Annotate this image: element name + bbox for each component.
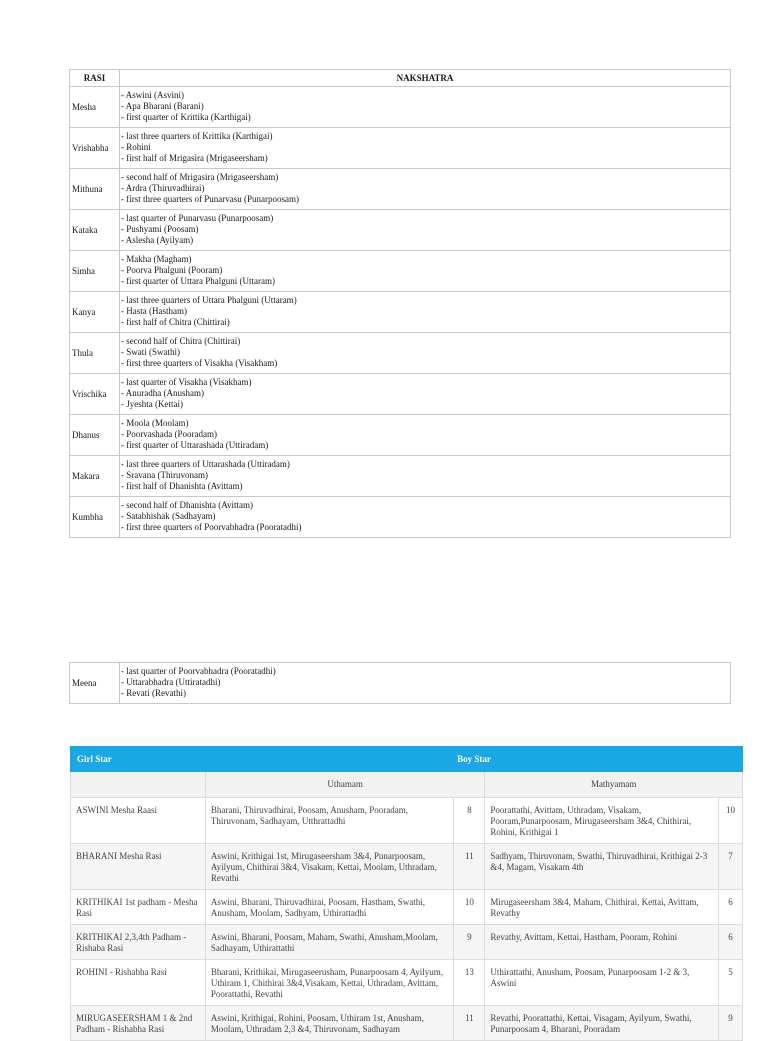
match-row (71, 844, 743, 890)
nakshatra-line: - last three quarters of Uttarashada (Uttiradam) (121, 459, 290, 469)
nakshatra-line: - first half of Dhanishta (Avittam) (121, 481, 243, 491)
mathyamam-stars: Sadhyam, Thiruvonam, Swathi, Thiruvadhirai, Krithigai 2-3 &4, Magam, Visakam 4th (485, 844, 719, 890)
mathyamam-count: 10 (719, 798, 743, 844)
rasi-header: RASI (70, 70, 120, 87)
nakshatra-line: - Makha (Magham) (121, 254, 192, 264)
nakshatra-line: - Revati (Revathi) (121, 688, 186, 698)
uthamam-count: 10 (454, 890, 485, 925)
nakshatra-line: - Rohini (121, 142, 151, 152)
rasi-row (70, 169, 731, 210)
uthamam-stars: Aswini, Bharani, Thiruvadhirai, Poosam, Hastham, Swathi, Anusham, Moolam, Sadhyam, Uthirattadhi (205, 890, 454, 925)
nakshatra-line: - Poorvashada (Pooradam) (121, 429, 217, 439)
match-row (71, 960, 743, 1006)
rasi-name: Thula (70, 333, 120, 374)
rasi-row (70, 87, 731, 128)
nakshatra-line: - first quarter of Uttara Phalguni (Uttaram) (121, 276, 275, 286)
uthamam-count: 11 (454, 844, 485, 890)
nakshatra-line: - second half of Chitra (Chittirai) (121, 336, 241, 346)
nakshatra-line: - first three quarters of Poorvabhadra (Pooratadhi) (121, 522, 302, 532)
mathyamam-count: 9 (719, 1006, 743, 1041)
nakshatra-line: - last quarter of Visakha (Visakham) (121, 377, 252, 387)
nakshatra-line: - second half of Dhanishta (Avittam) (121, 500, 254, 510)
rasi-name: Simha (70, 251, 120, 292)
mathyamam-count: 6 (719, 890, 743, 925)
nakshatra-line: - Jyeshta (Kettai) (121, 399, 183, 409)
rasi-name: Vrishabha (70, 128, 120, 169)
girl-star-cell: BHARANI Mesha Rasi (71, 844, 206, 890)
nakshatra-list (120, 663, 731, 704)
nakshatra-line: - Pushyami (Poosam) (121, 224, 199, 234)
nakshatra-line: - Sravana (Thiruvonam) (121, 470, 208, 480)
nakshatra-line: - Satabhishak (Sadhayam) (121, 511, 216, 521)
blank-subheader (71, 772, 206, 798)
uthamam-count: 11 (454, 1006, 485, 1041)
nakshatra-line: - first quarter of Uttarashada (Uttiradam) (121, 440, 269, 450)
nakshatra-line: - first quarter of Krittika (Karthigai) (121, 112, 251, 122)
rasi-row (70, 415, 731, 456)
girl-star-header: Girl Star (71, 747, 206, 772)
uthamam-stars: Aswini, Krithigai 1st, Mirugaseersham 3&4, Punarpoosam, Ayilyum, Chithirai 3&4, Visakam, Kettai, Moolam, Uthradam, Revathi (205, 844, 454, 890)
nakshatra-list (120, 169, 731, 210)
nakshatra-line: - last three quarters of Krittika (Karthigai) (121, 131, 273, 141)
nakshatra-line: - Swati (Swathi) (121, 347, 180, 357)
rasi-name: Dhanus (70, 415, 120, 456)
nakshatra-list (120, 497, 731, 538)
nakshatra-header: NAKSHATRA (120, 70, 731, 87)
rasi-name: Kumbha (70, 497, 120, 538)
nakshatra-line: - Ardra (Thiruvadhirai) (121, 183, 205, 193)
rasi-row (70, 374, 731, 415)
mathyamam-count: 7 (719, 844, 743, 890)
rasi-name: Makara (70, 456, 120, 497)
rasi-row (70, 333, 731, 374)
mathyamam-count: 5 (719, 960, 743, 1006)
nakshatra-line: - first three quarters of Visakha (Visakham) (121, 358, 278, 368)
mathyamam-header: Mathyamam (485, 772, 743, 798)
rasi-row (70, 210, 731, 251)
uthamam-header: Uthamam (205, 772, 485, 798)
nakshatra-line: - Aswini (Asvini) (121, 90, 184, 100)
nakshatra-line: - last three quarters of Uttara Phalguni (Uttaram) (121, 295, 297, 305)
rasi-row (70, 251, 731, 292)
rasi-nakshatra-table-continued (69, 662, 731, 704)
mathyamam-stars: Mirugaseersham 3&4, Maham, Chithirai, Kettai, Avittam, Revathy (485, 890, 719, 925)
girl-star-cell: MIRUGASEERSHAM 1 & 2nd Padham - Rishabha Rasi (71, 1006, 206, 1041)
mathyamam-stars: Revathi, Poorattathi, Kettai, Visagam, Ayilyum, Swathi, Punarpoosam 4, Bharani, Pooradam (485, 1006, 719, 1041)
rasi-row (70, 663, 731, 704)
girl-star-cell: KRITHIKAI 2,3,4th Padham - Rishaba Rasi (71, 925, 206, 960)
nakshatra-list (120, 333, 731, 374)
uthamam-stars: Aswini, Bharani, Poosam, Maham, Swathi, Anusham,Moolam, Sadhayam, Uthirattathi (205, 925, 454, 960)
nakshatra-list (120, 251, 731, 292)
mathyamam-stars: Poorattathi, Avittam, Uthradam, Visakam, Pooram,Punarpoosam, Mirugaseersham 3&4, Chithirai, Rohini, Krithigai 1 (485, 798, 719, 844)
rasi-name: Mithuna (70, 169, 120, 210)
star-match-table (70, 746, 743, 1041)
nakshatra-line: - Aslesha (Ayilyam) (121, 235, 194, 245)
girl-star-cell: ASWINI Mesha Raasi (71, 798, 206, 844)
nakshatra-line: - Hasta (Hastham) (121, 306, 187, 316)
mathyamam-stars: Uthirattathi, Anusham, Poosam, Punarpoosam 1-2 & 3, Aswini (485, 960, 719, 1006)
rasi-row (70, 456, 731, 497)
nakshatra-line: - Poorva Phalguni (Pooram) (121, 265, 223, 275)
rasi-name: Kanya (70, 292, 120, 333)
uthamam-stars: Aswini, Krithigai, Rohini, Poosam, Uthiram 1st, Anusham, Moolam, Uthradam 2,3 &4, Thiruvonam, Sadhayam (205, 1006, 454, 1041)
nakshatra-list (120, 128, 731, 169)
rasi-row (70, 292, 731, 333)
nakshatra-line: - Apa Bharani (Barani) (121, 101, 204, 111)
mathyamam-stars: Revathy, Avittam, Kettai, Hastham, Pooram, Rohini (485, 925, 719, 960)
match-row (71, 1006, 743, 1041)
uthamam-stars: Bharani, Thiruvadhirai, Poosam, Anusham, Pooradam, Thiruvonam, Sadhayam, Utthrattadhi (205, 798, 454, 844)
nakshatra-list (120, 87, 731, 128)
nakshatra-line: - Moola (Moolam) (121, 418, 189, 428)
nakshatra-list (120, 374, 731, 415)
rasi-nakshatra-table (69, 69, 731, 538)
uthamam-count: 13 (454, 960, 485, 1006)
nakshatra-list (120, 456, 731, 497)
nakshatra-line: - last quarter of Poorvabhadra (Pooratadhi) (121, 666, 276, 676)
nakshatra-line: - Uttarabhadra (Uttiratadhi) (121, 677, 221, 687)
boy-star-header: Boy Star (205, 747, 742, 772)
nakshatra-line: - first three quarters of Punarvasu (Punarpoosam) (121, 194, 299, 204)
rasi-name: Mesha (70, 87, 120, 128)
nakshatra-list (120, 415, 731, 456)
match-row (71, 890, 743, 925)
girl-star-cell: KRITHIKAI 1st padham - Mesha Rasi (71, 890, 206, 925)
nakshatra-line: - second half of Mrigasira (Mrigaseersham) (121, 172, 279, 182)
rasi-row (70, 497, 731, 538)
match-row (71, 798, 743, 844)
uthamam-count: 8 (454, 798, 485, 844)
rasi-name: Meena (70, 663, 120, 704)
rasi-name: Kataka (70, 210, 120, 251)
rasi-row (70, 128, 731, 169)
nakshatra-line: - last quarter of Punarvasu (Punarpoosam) (121, 213, 274, 223)
girl-star-cell: ROHINI - Rishabha Rasi (71, 960, 206, 1006)
nakshatra-line: - first half of Chitra (Chittirai) (121, 317, 230, 327)
nakshatra-list (120, 210, 731, 251)
uthamam-stars: Bharani, Krithikai, Mirugaseerusham, Punarpoosam 4, Ayilyum, Uthiram 1, Chithirai 3&4,Visakam, Kettai, Uthradam, Avittam, Poorattathi, Revathi (205, 960, 454, 1006)
rasi-name: Vrischika (70, 374, 120, 415)
nakshatra-line: - first half of Mrigasira (Mrigaseersham) (121, 153, 268, 163)
uthamam-count: 9 (454, 925, 485, 960)
nakshatra-list (120, 292, 731, 333)
nakshatra-line: - Anuradha (Anusham) (121, 388, 204, 398)
mathyamam-count: 6 (719, 925, 743, 960)
match-row (71, 925, 743, 960)
